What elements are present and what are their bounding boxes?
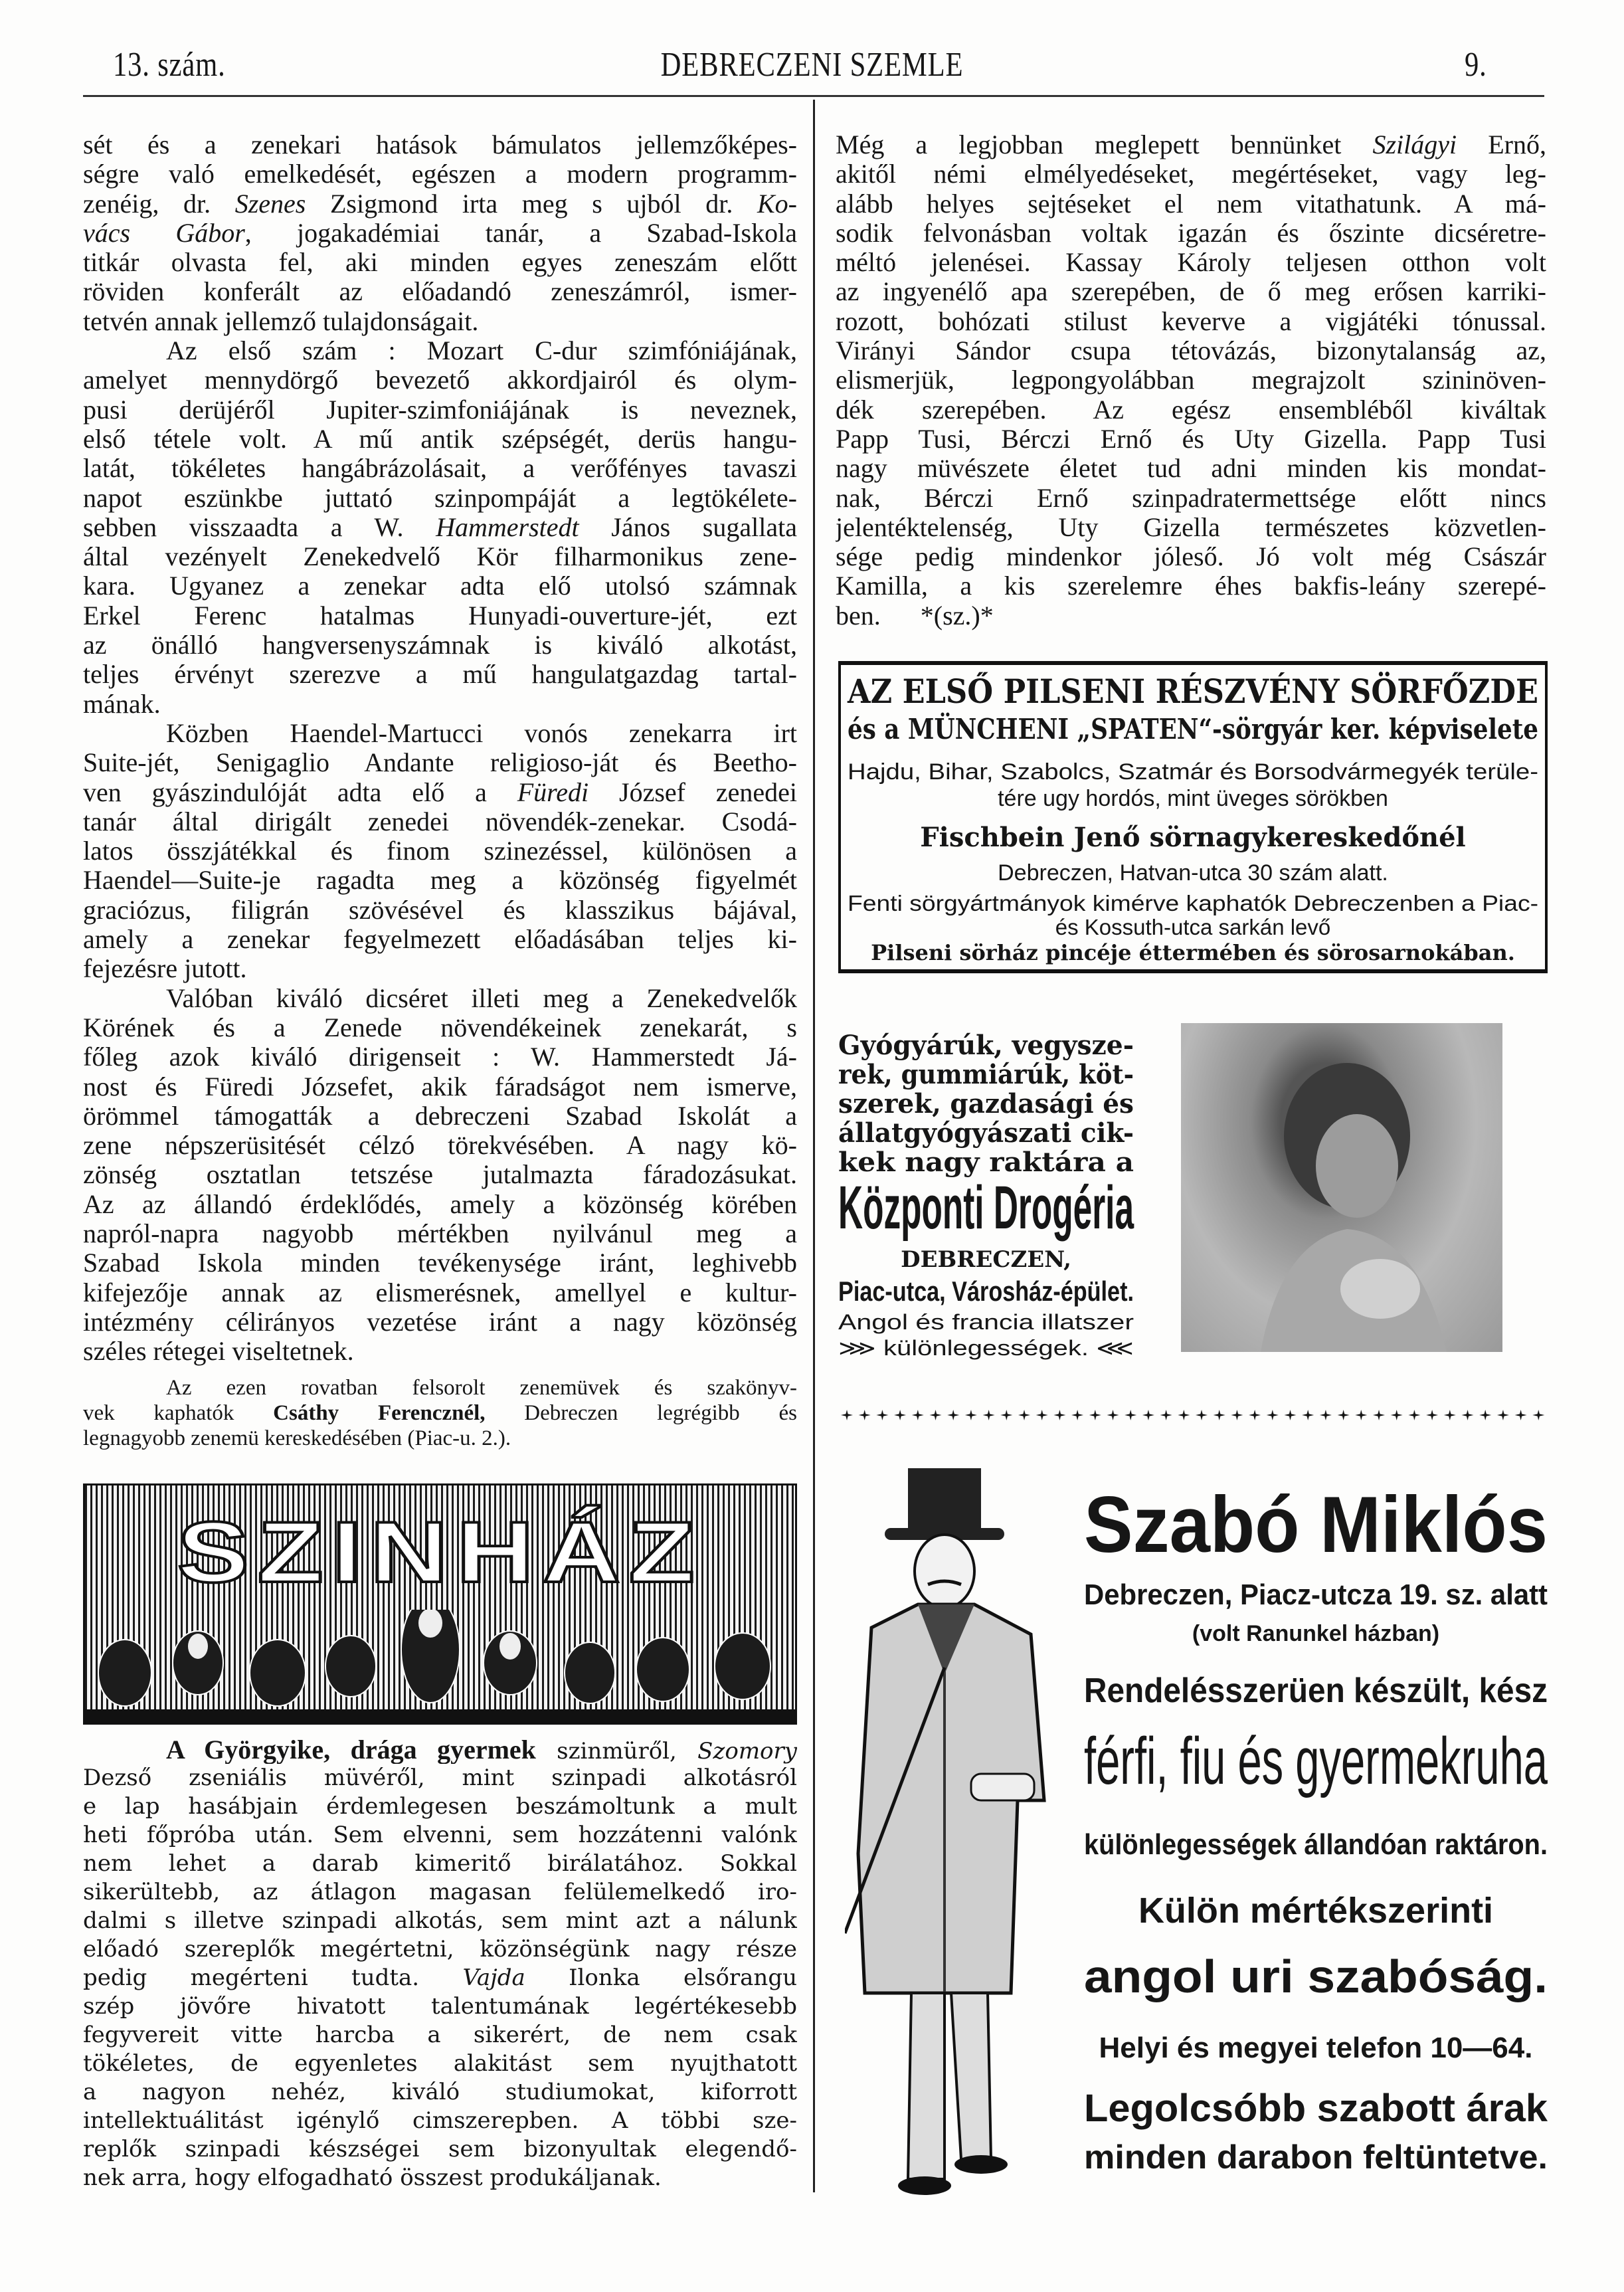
ad-title: AZ ELSŐ PILSENI RÉSZVÉNY SÖRFŐZDE xyxy=(848,672,1538,711)
column-divider xyxy=(813,100,815,2192)
text-line: fegyvereit vitte harcba a sikerért, de nem csak xyxy=(83,2022,797,2048)
text-line: intézmény célirányos vezetése iránt a nagy közönség xyxy=(83,1307,797,1337)
text-line: előadó szereplők megértetni, közönségünk nagy része xyxy=(83,1936,797,1962)
ad-address: Debreczen, Piacz-utcza 19. sz. alatt xyxy=(1084,1578,1548,1611)
ad-region-line xyxy=(848,759,1538,785)
text-line: elismerjük, legpongyolábban megrajzolt szininöven- xyxy=(836,365,1546,395)
text-line: szép jövőre hivatott talentumának legértékesebb xyxy=(83,1993,797,2020)
text-line: ven gyászindulóját adta elő a Füredi József zenedei xyxy=(83,777,797,807)
text-line: A Györgyike, drága gyermek szinmüről, Szomory xyxy=(166,1735,797,1764)
ad-goods-text: szerek, gazdasági és xyxy=(838,1088,1134,1119)
text-line: tökéletes, de egyenletes alakitást sem nyujthatott xyxy=(83,2050,797,2077)
text-line: Közben Haendel-Martucci vonós zenekarra irt xyxy=(166,718,797,748)
text-line: replők szinpadi készségei sem bizonyultak elegendő- xyxy=(83,2136,797,2162)
ad-former-location: (volt Ranunkel házban) xyxy=(1192,1621,1440,1646)
ad-goods-line xyxy=(838,1147,1134,1178)
text-line: jelentéktelenség, Uty Gizella természetes közvetlen- xyxy=(836,512,1546,542)
text-line: tanár által dirigált zenedei növendék-zenekar. Csodá- xyxy=(83,807,797,836)
text-line: vek kaphatók Csáthy Ferencznél, Debreczen legrégibb és xyxy=(83,1401,797,1425)
text-line: Az első szám : Mozart C-dur szimfóniájának, xyxy=(166,336,797,366)
text-line: alább helyes sejtéseket el nem vitathatunk. A má- xyxy=(836,189,1546,219)
ad-made-line xyxy=(1084,1671,1548,1711)
text-line: első tétele volt. A mű antik szépségét, derüs hangu- xyxy=(83,424,797,454)
text-line: Erkel Ferenc hatalmas Hunyadi-ouverture-jét, ezt xyxy=(83,601,797,630)
ad-city: DEBRECZEN, xyxy=(901,1246,1071,1273)
text-line: sét és a zenekari hatások bámulatos jellemzőképes- xyxy=(83,130,797,159)
text-line: széles rétegei viseltetnek. xyxy=(83,1337,354,1367)
text-line: örömmel támogatták a debreczeni Szabad Iskolát a xyxy=(83,1101,797,1131)
theatre-section-banner xyxy=(83,1483,797,1725)
text-line: mának. xyxy=(83,689,161,719)
ad-custom: Külön mértékszerinti xyxy=(1138,1891,1494,1931)
ad-specialties: különlegességek állandóan raktáron. xyxy=(1084,1828,1548,1861)
page-number: 9. xyxy=(1465,46,1487,84)
ad-region-2: tére ugy hordós, mint üveges sörökben xyxy=(998,786,1388,811)
ad-goods-line xyxy=(838,1117,1134,1149)
text-line: dék szerepében. Az egész ensembléből kiváltak xyxy=(836,395,1546,425)
text-line: e lap hasábjain érdemlegesen beszámoltunk a mult xyxy=(83,1793,797,1820)
ad-tailor-name: Szabó Miklós xyxy=(1084,1480,1548,1569)
ad-perfume-1: Angol és francia illatszer xyxy=(838,1310,1134,1334)
ad-address-line xyxy=(1084,1578,1548,1612)
text-line: kifejezője annak az elismerésnek, amellyel e kultur- xyxy=(83,1278,797,1307)
ad-clothes-line xyxy=(1084,1724,1548,1798)
ad-made-to-order: Rendelésszerüen készült, kész xyxy=(1084,1671,1548,1710)
text-line: zenéig, dr. Szenes Zsigmond irta meg s ujból dr. Ko- xyxy=(83,189,797,219)
text-line: amelyet mennydörgő bevezető akkordjairól és olym- xyxy=(83,365,797,395)
masthead-title: DEBRECZENI SZEMLE xyxy=(660,46,964,84)
text-line: Virányi Sándor csupa tétovázás, bizonytalanság az, xyxy=(836,336,1546,366)
ad-note-1: Fenti sörgyártmányok kimérve kaphatók Debreczenben a Piac- xyxy=(848,891,1538,915)
ad-address-line xyxy=(838,1276,1134,1307)
ad-goods-text: állatgyógyászati cik- xyxy=(838,1117,1134,1149)
review-continuation xyxy=(836,130,1546,630)
ad-prices-note-line xyxy=(1084,2138,1548,2176)
ad-goods-line xyxy=(838,1088,1134,1119)
text-line: latos összjátékkal és finom szinezéssel, különösen a xyxy=(83,836,797,866)
ad-shop-name: Központi Drogéria xyxy=(838,1174,1134,1242)
text-line: nak, Bérczi Ernő szinpadratermettsége előtt nincs xyxy=(836,483,1546,513)
text-line: rozott, bohózati stilust keverve a vigjátéki tónussal. xyxy=(836,306,1546,336)
text-line: Dezső zseniális müvéről, mint szinpadi alkotásról xyxy=(83,1765,797,1791)
bookseller-note xyxy=(83,1375,797,1451)
ad-former-line xyxy=(1084,1621,1548,1647)
text-line: nagy müvészete életet tud adni minden kis mondat- xyxy=(836,454,1546,484)
text-line: zene népszerüsitését célzó törekvésében. A nagy kö- xyxy=(83,1131,797,1161)
text-line: Papp Tusi, Bérczi Ernő és Uty Gizella. Papp Tusi xyxy=(836,424,1546,454)
text-line: amely a zenekar fegyelmezett előadásában teljes ki- xyxy=(83,925,797,955)
ad-goods-text: rek, gummiárúk, köt- xyxy=(838,1059,1134,1090)
text-line: intellektuálitást igénylő cimszerepben. A többi sze- xyxy=(83,2107,797,2134)
text-line: főleg azok kiváló dirigenseit : W. Hammerstedt Já- xyxy=(83,1042,797,1072)
text-line: nek arra, hogy elfogadható összest produkáljanak. xyxy=(83,2164,662,2191)
text-line: pusi derüjéről Jupiter-szimfoniájának is neveznek, xyxy=(83,395,797,425)
text-line: ben. *(sz.)* xyxy=(836,601,994,630)
text-line: napot eszünkbe juttató szinpompáját a legtökélete- xyxy=(83,483,797,513)
text-line: nost és Füredi Józsefet, akik fáradságot nem ismerve, xyxy=(83,1072,797,1101)
ad-clothes: férfi, fiu és gyermekruha xyxy=(1084,1724,1548,1798)
text-line: a nagyon nehéz, kiváló studiumokat, kiforrott xyxy=(83,2079,797,2105)
text-line: pedig megérteni tudta. Vajda Ilonka elsőrangu xyxy=(83,1964,797,1991)
ad-region-1: Hajdu, Bihar, Szabolcs, Szatmár és Borsodvármegyék terüle- xyxy=(848,759,1538,785)
text-line: Körének és a Zenede növendékeinek zenekarát, s xyxy=(83,1012,797,1042)
text-line: latát, tökéletes hangábrázolásait, a verőfényes tavaszi xyxy=(83,454,797,484)
ad-note-line xyxy=(848,915,1538,940)
text-line: nem lehet a darab kimeritő birálatához. Sokkal xyxy=(83,1850,797,1877)
text-line: zönség osztatlan tetszése jutalmazta fáradozásukat. xyxy=(83,1160,797,1190)
text-line: Az ezen rovatban felsorolt zenemüvek és szakönyv- xyxy=(166,1376,797,1400)
ad-dealer-line xyxy=(848,822,1538,853)
ad-perfume-2: ⋙ különlegességek. ⋘ xyxy=(838,1336,1134,1360)
ad-venue: Pilseni sörház pincéje éttermében és sörosarnokában. xyxy=(871,940,1515,965)
portrait-silhouette xyxy=(1181,1023,1502,1352)
text-line: Még a legjobban meglepett bennünket Szilágyi Ernő, xyxy=(836,130,1546,159)
ad-prices-line xyxy=(1084,2086,1548,2131)
ad-goods-line xyxy=(838,1059,1134,1090)
ad-perfume-line xyxy=(838,1310,1134,1335)
text-line: sodik felvonásban voltak igazán és őszinte dicséretre- xyxy=(836,218,1546,248)
ad-title-line xyxy=(848,672,1538,711)
ad-phone-line xyxy=(1084,2032,1548,2065)
text-line: Az az állandó érdeklődés, amely a közönség körében xyxy=(83,1189,797,1219)
ad-dealer: Fischbein Jenő sörnagykereskedőnél xyxy=(920,822,1466,853)
text-line: kara. Ugyanez a zenekar adta elő utolsó számnak xyxy=(83,571,797,601)
text-line: Haendel—Suite-je ragadta meg a közönség figyelmét xyxy=(83,866,797,896)
text-line: Valóban kiváló dicséret illeti meg a Zenekedvelők xyxy=(166,983,797,1013)
issue-number: 13. szám. xyxy=(113,46,226,84)
actress-portrait-photo xyxy=(1181,1023,1502,1352)
text-line: sebben visszaadta a W. Hammerstedt János sugallata xyxy=(83,512,797,542)
ad-custom-line xyxy=(1084,1890,1548,1931)
text-line: dalmi s illetve szinpadi alkotás, sem mint azt a nálunk xyxy=(83,1907,797,1934)
text-line: sikerültebb, az átlagon magasan felülemelkedő iro- xyxy=(83,1879,797,1905)
text-line: akitől némi elmélyedéseket, megértéseket, vagy leg- xyxy=(836,159,1546,189)
text-line: titkár olvasta fel, aki minden egyes zeneszám előtt xyxy=(83,248,797,278)
ad-goods-text: Gyógyárúk, vegysze- xyxy=(838,1030,1134,1061)
ad-note-2: és Kossuth-utca sarkán levő xyxy=(1055,915,1331,939)
text-line: heti főpróba után. Sem elvenni, sem hozzátenni valónk xyxy=(83,1822,797,1848)
theatre-banner-title: SZINHÁZ xyxy=(177,1503,703,1600)
text-line: napról-napra nagyobb mértékben nyilvánul meg a xyxy=(83,1218,797,1248)
ad-tailoring-line xyxy=(1084,1950,1548,2003)
text-line: tetvén annak jellemző tulajdonságait. xyxy=(83,306,479,336)
concert-article xyxy=(83,130,797,1366)
ad-note-line xyxy=(848,891,1538,916)
text-line: teljes érvényt szerezve a mű hangulatgazdag tartal- xyxy=(83,660,797,690)
ad-prices-note: minden darabon feltüntetve. xyxy=(1084,2139,1548,2176)
ad-address: Debreczen, Hatvan-utca 30 szám alatt. xyxy=(998,860,1388,886)
ad-tailoring: angol uri szabóság. xyxy=(1084,1951,1548,2002)
text-line: Szabad Iskola minden tevékenysége iránt, leghivebb xyxy=(83,1248,797,1278)
pilsen-brewery-ad xyxy=(838,661,1548,973)
ad-subtitle-line xyxy=(848,713,1538,745)
text-line: az önálló hangversenyszámnak is kiváló alkotást, xyxy=(83,630,797,660)
ad-perfume-line xyxy=(838,1335,1134,1361)
text-line: méltó jelenései. Kassay Károly teljesen otthon volt xyxy=(836,248,1546,278)
ad-goods-text: kek nagy raktára a xyxy=(838,1147,1134,1178)
theatre-review-article xyxy=(83,1735,797,2192)
text-line: vács Gábor, jogakadémiai tanár, a Szabad-Iskola xyxy=(83,218,797,248)
ad-region-line xyxy=(848,786,1538,812)
ad-subtitle: és a MÜNCHENI „SPATEN“-sörgyár ker. képviselete xyxy=(848,713,1538,745)
ad-name-line xyxy=(1084,1478,1548,1571)
text-line: graciózus, filigrán szövésével és klasszikus bájával, xyxy=(83,895,797,925)
header-rule xyxy=(83,95,1544,97)
text-line: fejezésre jutott. xyxy=(83,954,247,984)
ad-prices: Legolcsóbb szabott árak xyxy=(1084,2087,1548,2130)
text-line: röviden konferált az előadandó zeneszámról, ismer- xyxy=(83,277,797,307)
text-line: ségre való emelkedését, egészen a modern programm- xyxy=(83,159,797,189)
ad-venue-line xyxy=(848,940,1538,965)
ad-phone: Helyi és megyei telefon 10—64. xyxy=(1099,2032,1533,2064)
gentleman-in-overcoat-illustration xyxy=(845,1455,1077,2206)
ad-specialties-line xyxy=(1084,1828,1548,1862)
ad-goods-line xyxy=(838,1030,1134,1061)
ad-address: Piac-utca, Városház-épület. xyxy=(838,1276,1134,1307)
text-line: az ingyenélő apa szerepében, de ő meg erősen karriki- xyxy=(836,277,1546,307)
text-line: által vezényelt Zenekedvelő Kör filharmonikus zene- xyxy=(83,542,797,572)
ad-shop-name-line xyxy=(838,1175,1134,1241)
ad-city-line xyxy=(838,1246,1134,1273)
ad-address-line xyxy=(848,860,1538,886)
decorative-cross-border xyxy=(838,1408,1548,1422)
text-line: Kamilla, a kis szerelemre éhes bakfis-leány szerepé- xyxy=(836,571,1546,601)
audience-illustration xyxy=(85,1610,795,1723)
text-line: legnagyobb zenemü kereskedésében (Piac-u. 2.). xyxy=(83,1426,511,1450)
text-line: sége pedig mindenkor jóleső. Jó volt még Császár xyxy=(836,542,1546,572)
text-line: Suite-jét, Senigaglio Andante religioso-ját és Beetho- xyxy=(83,748,797,778)
